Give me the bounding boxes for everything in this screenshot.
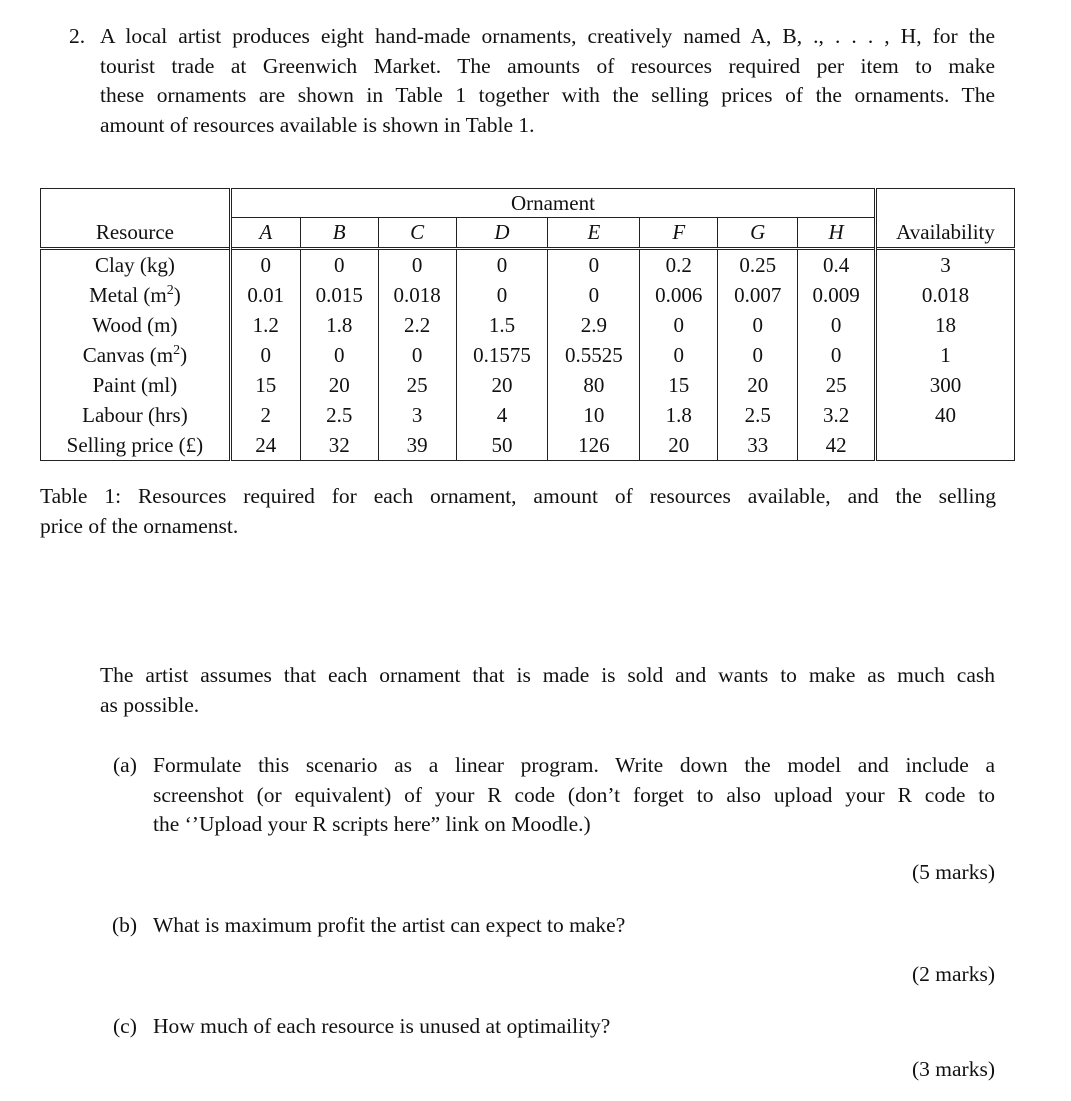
value-cell: 2.5 <box>300 400 378 430</box>
resource-name-cell <box>41 400 231 430</box>
table-caption <box>40 482 996 541</box>
assumption-paragraph <box>100 661 995 720</box>
availability-cell: 3 <box>876 249 1015 281</box>
part-a-text <box>153 751 995 840</box>
value-cell: 20 <box>456 370 548 400</box>
intro-line: amount of resources available is shown in Table 1. <box>100 112 535 137</box>
resource-name-cell <box>41 340 231 370</box>
part-b-label: (b) <box>112 913 138 937</box>
part-c-text <box>153 1012 995 1042</box>
ornament-header-b: B <box>300 218 378 249</box>
value-cell: 0 <box>548 280 640 310</box>
availability-cell: 18 <box>876 310 1015 340</box>
resource-column-header: Resource <box>41 218 231 249</box>
table-row <box>41 340 1015 370</box>
value-cell: 0.2 <box>640 249 718 281</box>
resource-name: Metal (m <box>89 282 167 307</box>
assumption-line: as possible. <box>100 692 200 717</box>
value-cell: 0.25 <box>718 249 798 281</box>
value-cell: 33 <box>718 430 798 461</box>
value-cell: 24 <box>230 430 300 461</box>
resource-name-cell <box>41 280 231 310</box>
value-cell: 0 <box>548 249 640 281</box>
availability-cell <box>876 430 1015 461</box>
value-cell: 0.015 <box>300 280 378 310</box>
availability-column-header: Availability <box>876 218 1015 249</box>
unit-close: ) <box>180 342 188 367</box>
resource-name-cell <box>41 249 231 281</box>
part-b-text <box>153 911 995 941</box>
intro-line: tourist trade at Greenwich Market. The amounts of resources required per item to make <box>100 53 995 78</box>
availability-cell: 0.018 <box>876 280 1015 310</box>
table-row <box>41 249 1015 281</box>
question-intro <box>100 22 995 140</box>
question-number: 2. <box>69 24 86 48</box>
resource-name: Labour (hrs) <box>82 402 188 427</box>
column-header-row <box>41 218 1015 249</box>
ornament-header-f: F <box>640 218 718 249</box>
availability-cell: 300 <box>876 370 1015 400</box>
table-row <box>41 280 1015 310</box>
resource-name: Selling price (£) <box>66 432 204 457</box>
value-cell: 1.5 <box>456 310 548 340</box>
part-a-line: screenshot (or equivalent) of your R code (don’t forget to also upload your R code to <box>153 782 995 807</box>
unit-superscript: 2 <box>166 282 174 298</box>
value-cell: 0.007 <box>718 280 798 310</box>
part-b-line: What is maximum profit the artist can expect to make? <box>153 913 626 937</box>
table-body <box>41 249 1015 461</box>
table-row <box>41 310 1015 340</box>
value-cell: 0.009 <box>798 280 876 310</box>
table-row <box>41 370 1015 400</box>
ornament-group-header: Ornament <box>230 189 875 218</box>
ornament-header-g: G <box>718 218 798 249</box>
part-a-line: Formulate this scenario as a linear program. Write down the model and include a <box>153 753 995 777</box>
value-cell: 20 <box>300 370 378 400</box>
ornament-header-c: C <box>378 218 456 249</box>
availability-cell: 1 <box>876 340 1015 370</box>
value-cell: 50 <box>456 430 548 461</box>
value-cell: 0.006 <box>640 280 718 310</box>
value-cell: 10 <box>548 400 640 430</box>
ornament-header-a: A <box>230 218 300 249</box>
value-cell: 0 <box>456 280 548 310</box>
value-cell: 0.4 <box>798 249 876 281</box>
resource-name-cell <box>41 430 231 461</box>
value-cell: 2 <box>230 400 300 430</box>
value-cell: 2.2 <box>378 310 456 340</box>
caption-line: price of the ornamenst. <box>40 513 239 538</box>
value-cell: 0.01 <box>230 280 300 310</box>
value-cell: 42 <box>798 430 876 461</box>
value-cell: 39 <box>378 430 456 461</box>
table-row <box>41 400 1015 430</box>
value-cell: 2.5 <box>718 400 798 430</box>
value-cell: 0 <box>718 340 798 370</box>
value-cell: 0 <box>300 340 378 370</box>
value-cell: 0 <box>378 249 456 281</box>
value-cell: 25 <box>378 370 456 400</box>
value-cell: 0 <box>798 340 876 370</box>
value-cell: 0 <box>798 310 876 340</box>
value-cell: 0.018 <box>378 280 456 310</box>
value-cell: 0.5525 <box>548 340 640 370</box>
table-row <box>41 430 1015 461</box>
value-cell: 3 <box>378 400 456 430</box>
value-cell: 0 <box>456 249 548 281</box>
availability-header-top <box>876 189 1015 218</box>
value-cell: 0 <box>378 340 456 370</box>
resource-name-cell <box>41 370 231 400</box>
resource-name: Wood (m) <box>92 312 178 337</box>
value-cell: 2.9 <box>548 310 640 340</box>
value-cell: 0 <box>230 340 300 370</box>
ornament-header-h: H <box>798 218 876 249</box>
value-cell: 3.2 <box>798 400 876 430</box>
resource-name: Canvas (m <box>82 342 174 367</box>
ornament-header-d: D <box>456 218 548 249</box>
value-cell: 0 <box>300 249 378 281</box>
intro-line: these ornaments are shown in Table 1 together with the selling prices of the ornaments. The <box>100 83 995 107</box>
availability-cell: 40 <box>876 400 1015 430</box>
value-cell: 1.2 <box>230 310 300 340</box>
value-cell: 80 <box>548 370 640 400</box>
value-cell: 20 <box>640 430 718 461</box>
value-cell: 1.8 <box>640 400 718 430</box>
value-cell: 0 <box>640 340 718 370</box>
value-cell: 15 <box>640 370 718 400</box>
value-cell: 25 <box>798 370 876 400</box>
part-a-line: the ‘’Upload your R scripts here” link on Moodle.) <box>153 812 591 836</box>
part-a-marks: (5 marks) <box>912 860 995 884</box>
part-c-marks: (3 marks) <box>912 1057 995 1081</box>
resource-table <box>40 188 1015 461</box>
value-cell: 32 <box>300 430 378 461</box>
assumption-line: The artist assumes that each ornament that is made is sold and wants to make as much cash <box>100 663 995 687</box>
unit-close: ) <box>173 282 181 307</box>
resource-name-cell <box>41 310 231 340</box>
unit-superscript: 2 <box>173 342 181 358</box>
resource-name: Paint (ml) <box>92 372 178 397</box>
ornament-header-e: E <box>548 218 640 249</box>
value-cell: 0 <box>640 310 718 340</box>
table-corner-cell <box>41 189 231 218</box>
value-cell: 0 <box>718 310 798 340</box>
part-c-line: How much of each resource is unused at optimaility? <box>153 1014 611 1038</box>
caption-line: Table 1: Resources required for each ornament, amount of resources available, and the selling <box>40 484 996 508</box>
intro-line: A local artist produces eight hand-made ornaments, creatively named A, B, ., . . . , H, for the <box>100 24 995 48</box>
value-cell: 126 <box>548 430 640 461</box>
part-c-label: (c) <box>113 1014 137 1038</box>
value-cell: 15 <box>230 370 300 400</box>
part-b-marks: (2 marks) <box>912 962 995 986</box>
value-cell: 20 <box>718 370 798 400</box>
value-cell: 4 <box>456 400 548 430</box>
part-a-label: (a) <box>113 753 137 777</box>
value-cell: 0 <box>230 249 300 281</box>
resource-name: Clay (kg) <box>94 252 175 277</box>
value-cell: 0.1575 <box>456 340 548 370</box>
value-cell: 1.8 <box>300 310 378 340</box>
